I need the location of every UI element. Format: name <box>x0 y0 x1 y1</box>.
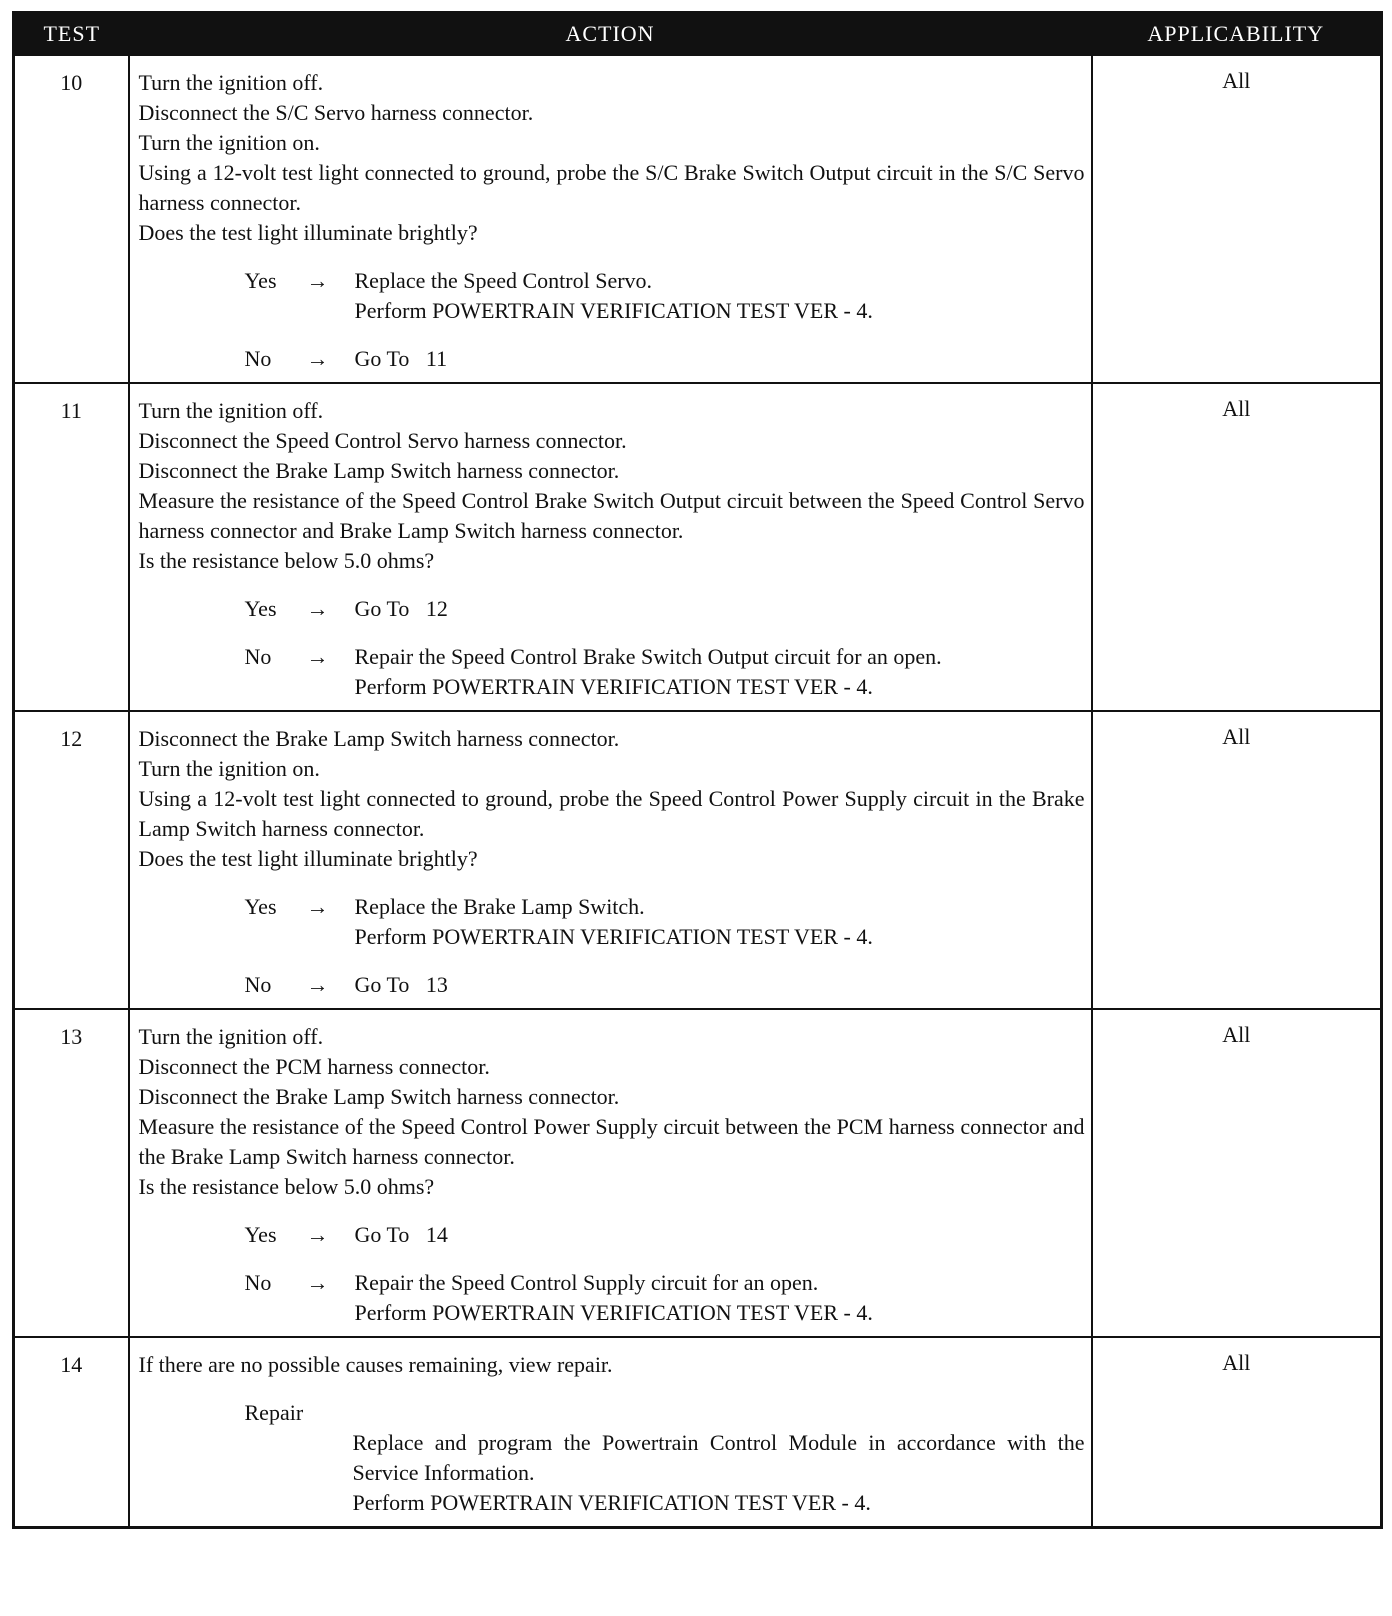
header-action: ACTION <box>129 13 1092 56</box>
table-row <box>14 383 1382 711</box>
test-number: 10 <box>14 55 129 383</box>
arrow-icon: → <box>306 972 329 997</box>
answer-branch <box>245 892 1085 952</box>
action-steps <box>139 724 1085 874</box>
result-line: Go To 13 <box>354 972 448 997</box>
action-step: Disconnect the S/C Servo harness connector. <box>138 100 534 125</box>
answer-result <box>355 1268 1085 1328</box>
answer-branch <box>245 1268 1085 1328</box>
action-step: Disconnect the Brake Lamp Switch harness connector. <box>138 1084 620 1109</box>
applicability-cell: All <box>1092 55 1382 383</box>
answer-branch <box>245 344 1085 374</box>
answer-result <box>355 970 1085 1000</box>
answer-label: No <box>244 346 272 371</box>
action-steps <box>139 1022 1085 1202</box>
action-step: Does the test light illuminate brightly? <box>138 846 478 871</box>
result-line: Replace the Speed Control Servo. <box>354 268 653 293</box>
test-number: 13 <box>14 1009 129 1337</box>
action-step: Is the resistance below 5.0 ohms? <box>138 548 435 573</box>
action-cell <box>129 1337 1092 1528</box>
diagnostic-test-table <box>12 11 1383 1529</box>
action-step: Measure the resistance of the Speed Control Power Supply circuit between the PCM harness connector and the Brake Lamp Switch harness connector. <box>138 1114 1085 1169</box>
action-step: Turn the ignition off. <box>138 1024 324 1049</box>
result-line: Repair the Speed Control Brake Switch Output circuit for an open. <box>354 644 942 669</box>
action-step: Disconnect the Brake Lamp Switch harness connector. <box>138 726 620 751</box>
table-row <box>14 1009 1382 1337</box>
result-line: Go To 14 <box>354 1222 448 1247</box>
header-applicability: APPLICABILITY <box>1092 13 1382 56</box>
test-number: 12 <box>14 711 129 1009</box>
action-step: Turn the ignition off. <box>138 398 324 423</box>
table-row <box>14 1337 1382 1528</box>
header-test: TEST <box>14 13 129 56</box>
test-number: 14 <box>14 1337 129 1528</box>
answer-result <box>355 266 1085 326</box>
answer-label: Yes <box>244 268 277 293</box>
result-line: Perform POWERTRAIN VERIFICATION TEST VER - 4. <box>354 924 873 949</box>
result-line: Perform POWERTRAIN VERIFICATION TEST VER - 4. <box>354 298 873 323</box>
action-step: Does the test light illuminate brightly? <box>138 220 478 245</box>
action-cell <box>129 711 1092 1009</box>
arrow-icon: → <box>306 346 329 371</box>
arrow-icon: → <box>306 894 329 919</box>
action-step: Is the resistance below 5.0 ohms? <box>138 1174 435 1199</box>
answer-result <box>355 1220 1085 1250</box>
repair-line: Perform POWERTRAIN VERIFICATION TEST VER - 4. <box>352 1490 871 1515</box>
action-steps <box>139 1350 1085 1380</box>
answer-result <box>355 344 1085 374</box>
action-steps <box>139 68 1085 248</box>
arrow-icon: → <box>306 268 329 293</box>
result-line: Go To 12 <box>354 596 448 621</box>
table-row <box>14 711 1382 1009</box>
applicability-cell: All <box>1092 1009 1382 1337</box>
action-steps <box>139 396 1085 576</box>
arrow-icon: → <box>306 1222 329 1247</box>
repair-line: Replace and program the Powertrain Control Module in accordance with the Service Information. <box>352 1430 1085 1485</box>
action-step: Turn the ignition off. <box>138 70 324 95</box>
action-step: Using a 12-volt test light connected to ground, probe the S/C Brake Switch Output circuit in the S/C Servo harness connector. <box>138 160 1085 215</box>
result-line: Go To 11 <box>354 346 448 371</box>
answer-label: No <box>244 1270 272 1295</box>
action-step: If there are no possible causes remaining, view repair. <box>138 1352 613 1377</box>
action-cell <box>129 383 1092 711</box>
answer-label: No <box>244 972 272 997</box>
action-cell <box>129 1009 1092 1337</box>
action-step: Disconnect the Brake Lamp Switch harness connector. <box>138 458 620 483</box>
answer-result <box>355 642 1085 702</box>
action-step: Using a 12-volt test light connected to ground, probe the Speed Control Power Supply circuit in the Brake Lamp Switch harness connector. <box>138 786 1085 841</box>
arrow-icon: → <box>306 596 329 621</box>
applicability-cell: All <box>1092 383 1382 711</box>
repair-instructions <box>353 1428 1085 1518</box>
action-step: Disconnect the Speed Control Servo harness connector. <box>138 428 627 453</box>
answer-branch <box>245 1220 1085 1250</box>
action-step: Disconnect the PCM harness connector. <box>138 1054 490 1079</box>
answer-label: Yes <box>244 596 277 621</box>
answer-result <box>355 892 1085 952</box>
test-number: 11 <box>14 383 129 711</box>
applicability-cell: All <box>1092 1337 1382 1528</box>
table-row <box>14 55 1382 383</box>
result-line: Replace the Brake Lamp Switch. <box>354 894 645 919</box>
applicability-cell: All <box>1092 711 1382 1009</box>
answer-label: Yes <box>244 1222 277 1247</box>
diagnostic-document <box>12 11 1380 1529</box>
result-line: Perform POWERTRAIN VERIFICATION TEST VER - 4. <box>354 674 873 699</box>
arrow-icon: → <box>306 1270 329 1295</box>
action-step: Measure the resistance of the Speed Control Brake Switch Output circuit between the Speed Control Servo harness connector and Brake Lamp Switch harness connector. <box>138 488 1085 543</box>
table-header-row <box>14 13 1382 56</box>
result-line: Repair the Speed Control Supply circuit for an open. <box>354 1270 819 1295</box>
action-step: Turn the ignition on. <box>138 756 320 781</box>
repair-label: Repair <box>244 1400 304 1425</box>
table-body <box>14 55 1382 1528</box>
action-step: Turn the ignition on. <box>138 130 320 155</box>
answer-label: Yes <box>244 894 277 919</box>
action-cell <box>129 55 1092 383</box>
answer-branch <box>245 266 1085 326</box>
answer-branch <box>245 642 1085 702</box>
answer-label: No <box>244 644 272 669</box>
arrow-icon: → <box>306 644 329 669</box>
result-line: Perform POWERTRAIN VERIFICATION TEST VER - 4. <box>354 1300 873 1325</box>
answer-result <box>355 594 1085 624</box>
answer-branch <box>245 970 1085 1000</box>
answer-branch <box>245 594 1085 624</box>
